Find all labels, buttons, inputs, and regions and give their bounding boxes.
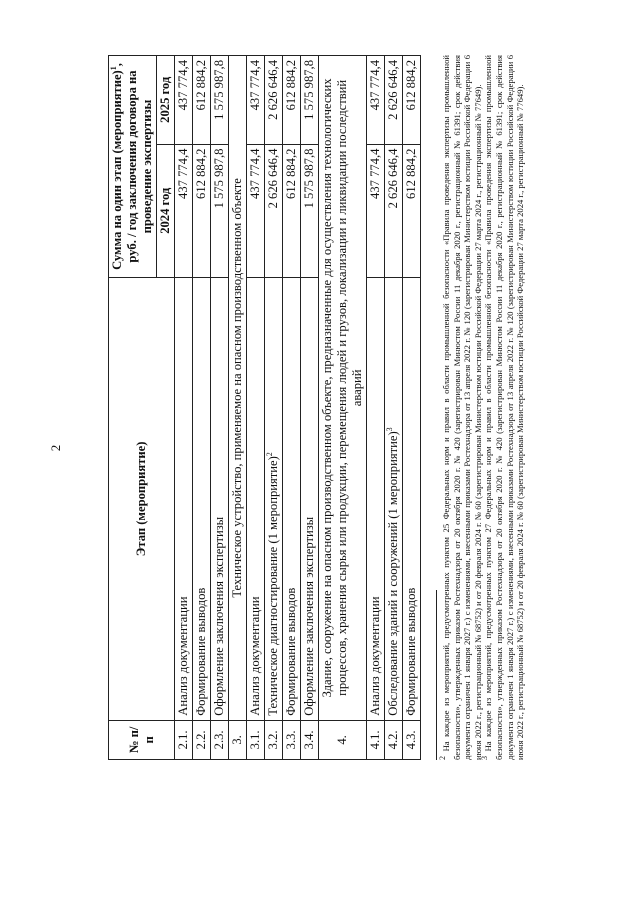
table-row (301, 56, 319, 760)
table-row (367, 56, 385, 760)
row-number: 2.1. (175, 720, 193, 759)
row-value-2024: 437 774,4 (367, 144, 385, 277)
table-row (211, 56, 229, 760)
row-value-2025: 437 774,4 (367, 56, 385, 145)
rotated-page-content (0, 30, 640, 870)
header-number: № п/п (109, 720, 175, 759)
row-value-2025: 437 774,4 (175, 56, 193, 145)
row-stage: Техническое диагностирование (1 мероприятие)$^2$ (265, 277, 283, 720)
section-title: Здание, сооружение на опасном производственном объекте, предназначенные для осуществления технологических процессов, хранения сырья или продукции, перемещения людей и грузов, локализации и ликвидации последствий аварий (319, 56, 367, 721)
expertise-cost-table (108, 55, 421, 760)
row-value-2024: 437 774,4 (175, 144, 193, 277)
table-header-row (109, 56, 157, 760)
section-row (229, 56, 247, 760)
row-stage: Анализ документации (247, 277, 265, 720)
footnotes (436, 55, 526, 760)
row-value-2024: 1 575 987,8 (301, 144, 319, 277)
table-row (385, 56, 403, 760)
footnote-ref-1: 1 (108, 66, 118, 71)
footnote-2: $^2$ На каждое из мероприятий, предусмотренных пунктом 25 Федеральных норм и правил в области промышленной безопасности «Правила проведения экспертизы промышленной безопасности», утвержденных приказом Ростехнадзора от 20 октября 2020 г. № 420 (зарегистрирован Минюстом России 11 декабря 2020 г., регистрационный № 61391; срок действия документа ограничен 1 января 2027 г.) с изменениями, внесенными приказами Ростехнадзора от 13 апреля 2022 г. № 120 (зарегистрирован Министерством юстиции Российской Федерации 6 июня 2022 г., регистрационный № 68752) и от 20 февраля 2024 г. № 60 (зарегистрирован Министерством юстиции Российской Федерации 27 марта 2024 г., регистрационный № 77649). (438, 55, 483, 760)
row-value-2025: 437 774,4 (247, 56, 265, 145)
row-stage: Оформление заключения экспертизы (211, 277, 229, 720)
section-number: 4. (319, 720, 367, 759)
row-number: 3.2. (265, 720, 283, 759)
footnote-3: $^3$ На каждое из мероприятий, предусмотренных пунктом 27 Федеральных норм и правил в области промышленной безопасности «Правила проведения экспертизы промышленной безопасности», утвержденных приказом Ростехнадзора от 20 октября 2020 г. № 420 (зарегистрирован Минюстом России 11 декабря 2020 г., регистрационный № 61391; срок действия документа ограничен 1 января 2027 г.) с изменениями, внесенными приказами Ростехнадзора от 13 апреля 2022 г. № 120 (зарегистрирован Министерством юстиции Российской Федерации 6 июня 2022 г., регистрационный № 68752) и от 20 февраля 2024 г. № 60 (зарегистрирован Министерством юстиции Российской Федерации 27 марта 2024 г., регистрационный № 77649). (480, 55, 526, 760)
row-stage: Обследование зданий и сооружений (1 мероприятие)$^3$ (385, 277, 403, 720)
footnote-ref-2: 2 (264, 452, 274, 457)
row-number: 3.3. (283, 720, 301, 759)
header-stage: Этап (мероприятие) (109, 277, 175, 720)
row-value-2024: 2 626 646,4 (385, 144, 403, 277)
row-value-2024: 612 884,2 (403, 144, 421, 277)
row-stage: Оформление заключения экспертизы (301, 277, 319, 720)
table-row (193, 56, 211, 760)
row-value-2025: 1 575 987,8 (301, 56, 319, 145)
section-row (319, 56, 367, 760)
row-number: 3.4. (301, 720, 319, 759)
row-number: 3.1. (247, 720, 265, 759)
row-value-2024: 612 884,2 (193, 144, 211, 277)
row-value-2024: 1 575 987,8 (211, 144, 229, 277)
row-value-2025: 612 884,2 (403, 56, 421, 145)
row-value-2025: 2 626 646,4 (265, 56, 283, 145)
row-value-2025: 2 626 646,4 (385, 56, 403, 145)
row-stage: Формирование выводов (193, 277, 211, 720)
row-stage: Формирование выводов (283, 277, 301, 720)
table-row (247, 56, 265, 760)
row-value-2025: 1 575 987,8 (211, 56, 229, 145)
row-value-2024: 612 884,2 (283, 144, 301, 277)
row-value-2025: 612 884,2 (283, 56, 301, 145)
row-stage: Формирование выводов (403, 277, 421, 720)
header-sum: Сумма на один этап (мероприятие)$^1$, руб. / год заключения договора на проведение экспертизы (109, 56, 157, 278)
row-stage: Анализ документации (367, 277, 385, 720)
row-value-2024: 437 774,4 (247, 144, 265, 277)
header-year-2024: 2024 год (157, 144, 175, 277)
page-number: 2 (48, 444, 63, 452)
table-row (283, 56, 301, 760)
row-stage: Анализ документации (175, 277, 193, 720)
section-title: Техническое устройство, применяемое на опасном производственном объекте (229, 56, 247, 721)
table-row (265, 56, 283, 760)
table-row (403, 56, 421, 760)
row-number: 4.2. (385, 720, 403, 759)
table-row (175, 56, 193, 760)
row-number: 2.2. (193, 720, 211, 759)
row-value-2025: 612 884,2 (193, 56, 211, 145)
row-number: 2.3. (211, 720, 229, 759)
row-value-2024: 2 626 646,4 (265, 144, 283, 277)
header-year-2025: 2025 год (157, 56, 175, 145)
row-number: 4.1. (367, 720, 385, 759)
row-number: 4.3. (403, 720, 421, 759)
section-number: 3. (229, 720, 247, 759)
footnote-separator (436, 590, 437, 760)
footnote-ref-3: 3 (384, 427, 394, 432)
